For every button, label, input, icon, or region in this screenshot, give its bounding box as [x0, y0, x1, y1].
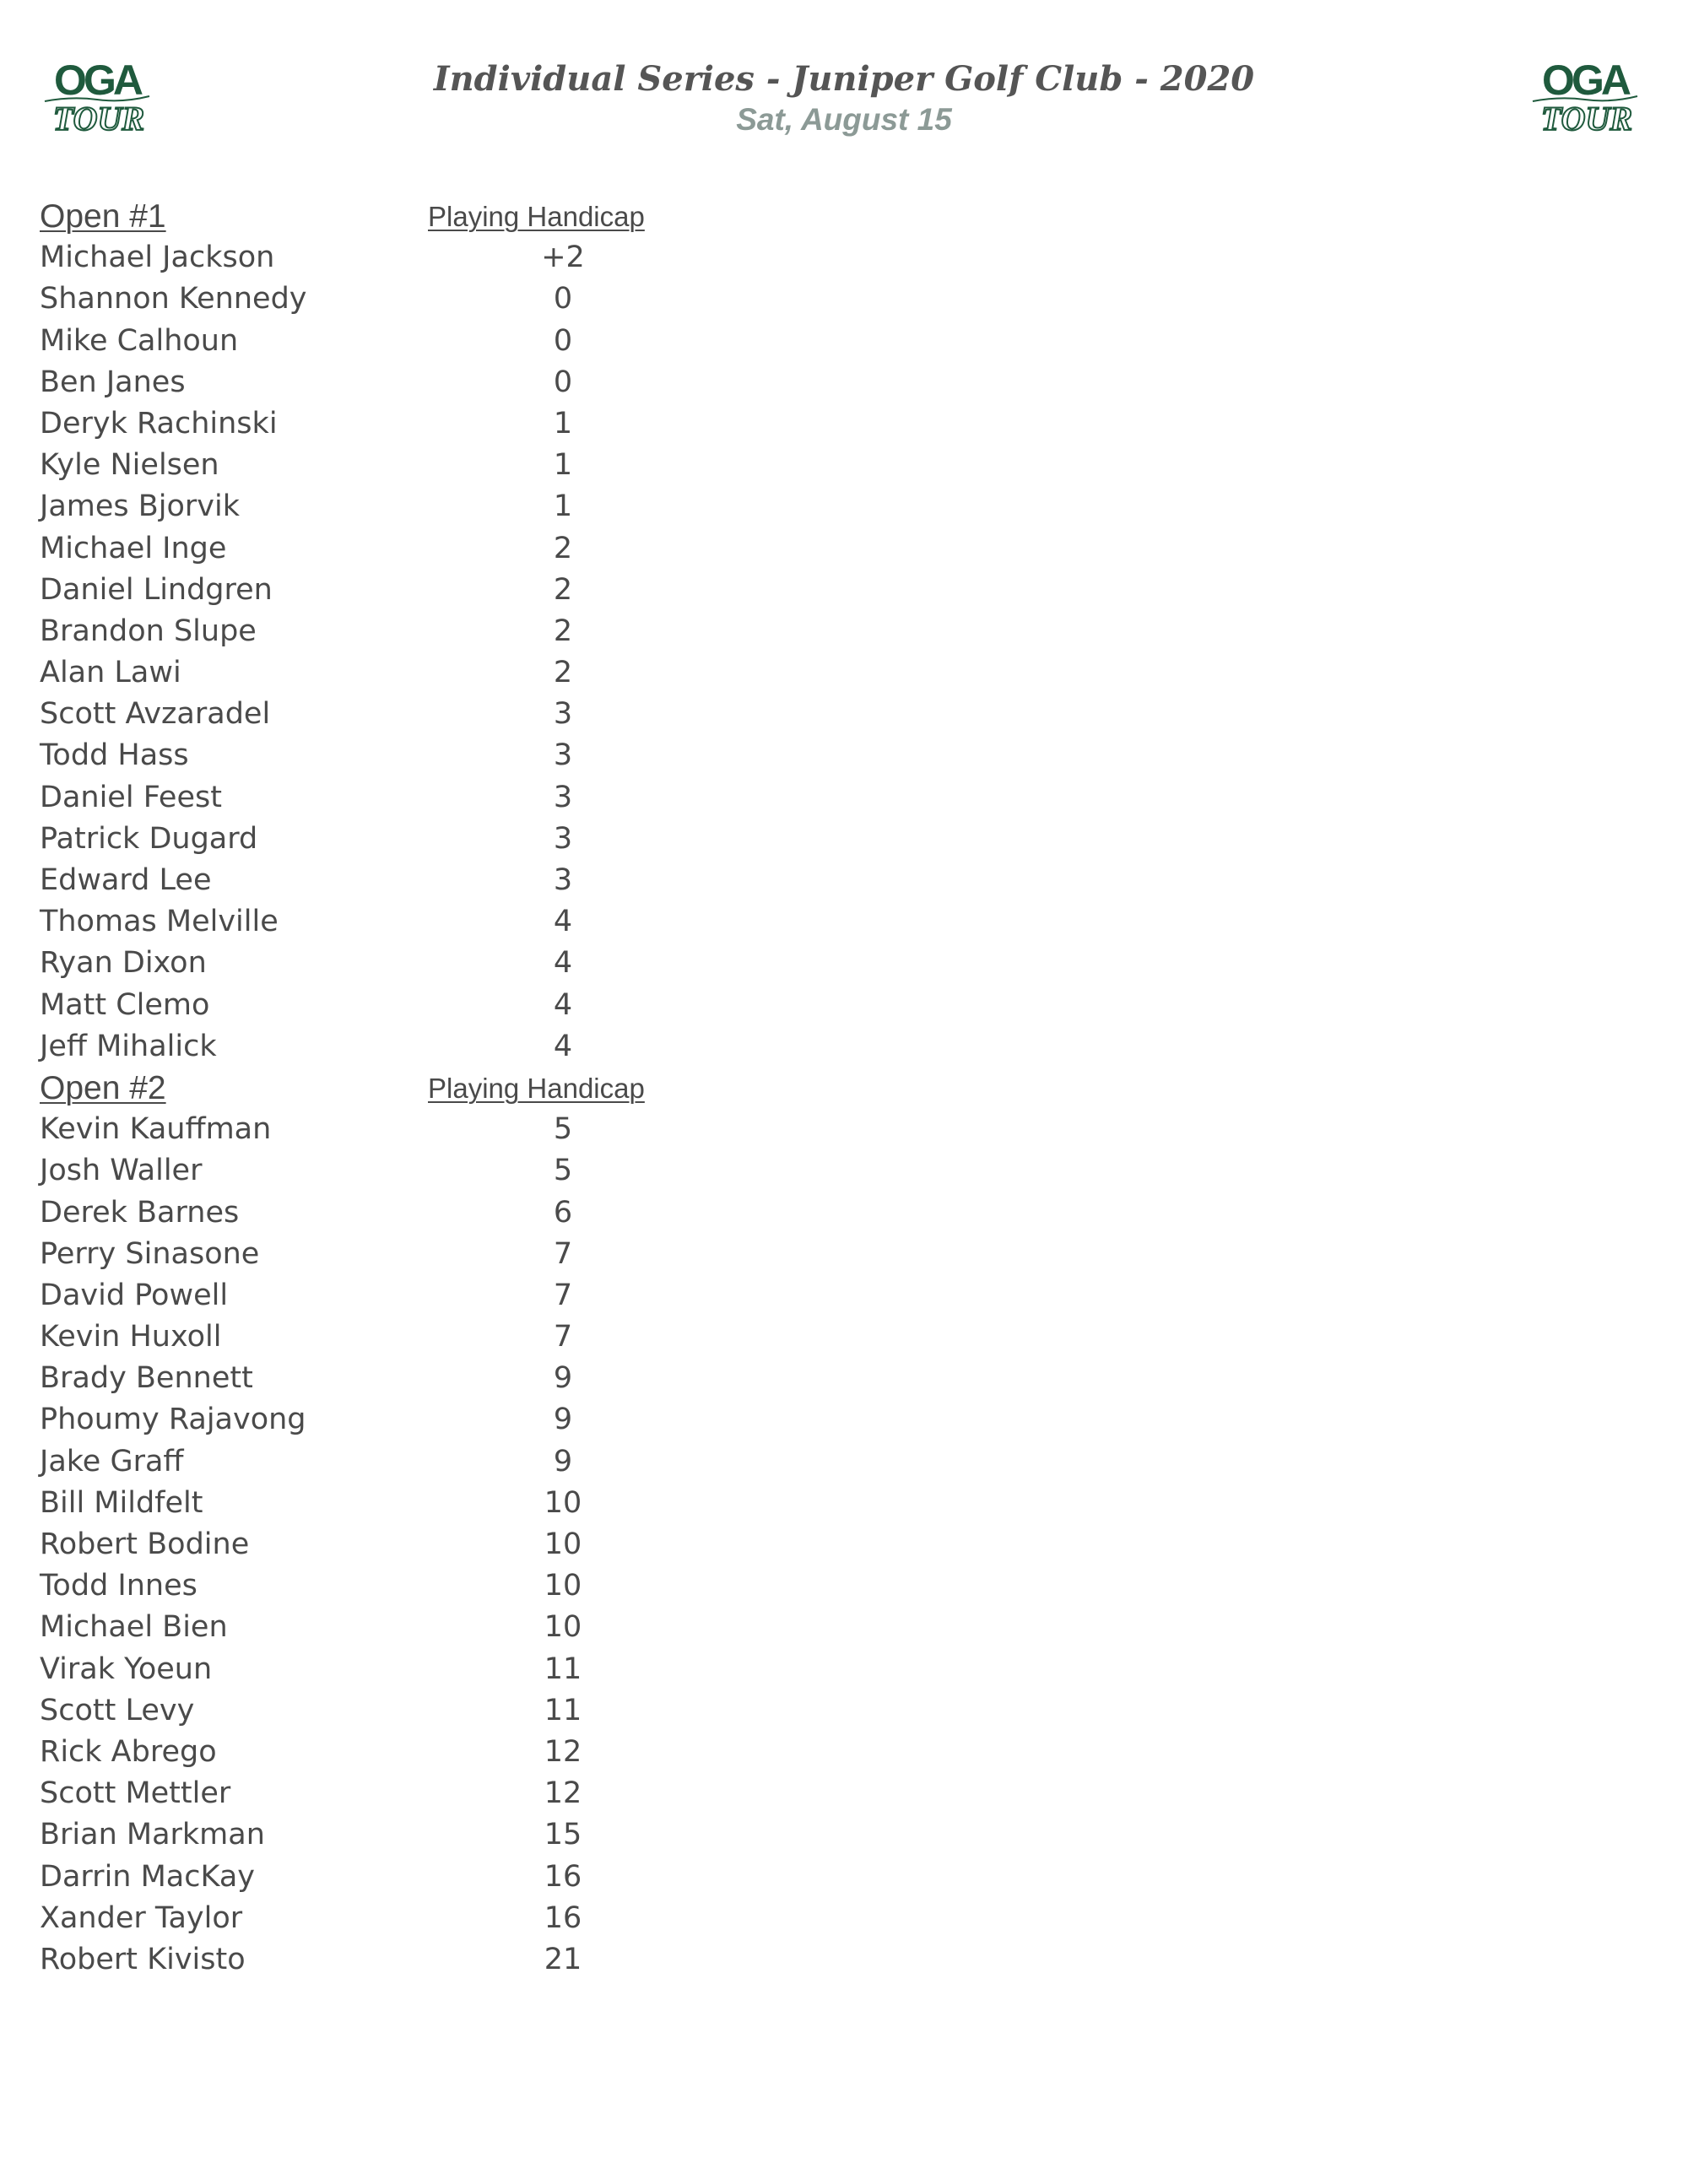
player-name: Daniel Lindgren [40, 572, 273, 607]
player-name: Kyle Nielsen [40, 448, 219, 483]
player-name: Edward Lee [40, 863, 212, 897]
player-handicap: 16 [544, 1900, 582, 1935]
section-title: Open #1 [40, 198, 166, 235]
player-row [40, 1109, 799, 1150]
player-handicap: 5 [553, 1112, 573, 1147]
player-handicap: 1 [553, 448, 573, 483]
player-handicap-list [40, 196, 799, 1981]
section-title: Open #2 [40, 1069, 166, 1106]
player-name: Ben Janes [40, 365, 186, 399]
player-name: Robert Bodine [40, 1527, 250, 1561]
player-handicap: 21 [544, 1942, 582, 1976]
player-row [40, 403, 799, 445]
player-handicap: 1 [553, 406, 573, 441]
player-name: Shannon Kennedy [40, 282, 307, 316]
player-row [40, 694, 799, 735]
oga-tour-logo [1526, 57, 1644, 135]
player-handicap: 0 [553, 365, 573, 399]
player-name: Xander Taylor [40, 1900, 243, 1935]
player-handicap: 4 [553, 987, 573, 1022]
player-name: Daniel Feest [40, 780, 222, 814]
player-handicap: 4 [553, 905, 573, 939]
player-handicap: 3 [553, 863, 573, 897]
player-handicap: 2 [553, 614, 573, 648]
player-handicap: 12 [544, 1734, 582, 1769]
player-row [40, 1857, 799, 1898]
player-row [40, 1649, 799, 1690]
player-row [40, 278, 799, 320]
player-handicap: 4 [553, 1029, 573, 1063]
player-name: Ryan Dixon [40, 946, 207, 981]
player-row [40, 1773, 799, 1814]
player-name: Kevin Kauffman [40, 1112, 272, 1147]
player-handicap: 7 [553, 1278, 573, 1312]
player-row [40, 1275, 799, 1316]
player-handicap: 7 [553, 1236, 573, 1271]
page-title: Individual Series - Juniper Golf Club - 2020 [433, 59, 1255, 99]
player-name: Scott Levy [40, 1693, 195, 1727]
player-handicap: 9 [553, 1361, 573, 1396]
player-handicap: 9 [553, 1403, 573, 1437]
player-row [40, 943, 799, 984]
player-row [40, 611, 799, 652]
svg-text:TOUR: TOUR [1540, 100, 1633, 135]
player-row [40, 985, 799, 1026]
svg-text:TOUR: TOUR [52, 100, 145, 135]
player-name: Michael Bien [40, 1610, 228, 1645]
player-handicap: 11 [544, 1652, 582, 1686]
player-name: Deryk Rachinski [40, 406, 278, 441]
player-name: Scott Mettler [40, 1776, 231, 1811]
player-row [40, 735, 799, 776]
player-row [40, 901, 799, 943]
player-row [40, 1399, 799, 1441]
player-handicap: 3 [553, 821, 573, 856]
player-handicap: 10 [544, 1569, 582, 1603]
player-handicap: +2 [541, 241, 585, 275]
player-row [40, 819, 799, 860]
player-name: Patrick Dugard [40, 821, 258, 856]
section-header-row [40, 196, 799, 237]
player-row [40, 652, 799, 694]
player-row [40, 1358, 799, 1399]
player-handicap: 5 [553, 1154, 573, 1188]
player-row [40, 321, 799, 362]
player-row [40, 486, 799, 527]
player-handicap: 2 [553, 656, 573, 690]
player-handicap: 3 [553, 780, 573, 814]
player-name: Todd Innes [40, 1569, 197, 1603]
svg-text:OGA: OGA [1542, 57, 1628, 104]
player-handicap: 0 [553, 282, 573, 316]
player-name: Robert Kivisto [40, 1942, 246, 1976]
player-name: Scott Avzaradel [40, 697, 271, 732]
player-name: Jake Graff [40, 1444, 184, 1479]
player-name: Josh Waller [40, 1154, 203, 1188]
playing-handicap-header: Playing Handicap [428, 201, 645, 232]
player-row [40, 1192, 799, 1234]
player-name: Todd Hass [40, 738, 189, 773]
player-name: Matt Clemo [40, 987, 210, 1022]
player-row [40, 1939, 799, 1981]
player-handicap: 1 [553, 489, 573, 524]
player-row [40, 860, 799, 901]
player-row [40, 1234, 799, 1275]
player-row [40, 1483, 799, 1524]
page-subtitle: Sat, August 15 [736, 102, 952, 137]
player-handicap: 7 [553, 1320, 573, 1354]
player-row [40, 1150, 799, 1192]
player-handicap: 3 [553, 697, 573, 732]
player-handicap: 9 [553, 1444, 573, 1479]
player-row [40, 1814, 799, 1856]
player-name: Virak Yoeun [40, 1652, 213, 1686]
player-handicap: 6 [553, 1195, 573, 1230]
player-name: Thomas Melville [40, 905, 279, 939]
player-row [40, 362, 799, 403]
player-name: Alan Lawi [40, 656, 181, 690]
player-name: Brady Bennett [40, 1361, 253, 1396]
player-row [40, 1026, 799, 1068]
player-handicap: 10 [544, 1610, 582, 1645]
player-name: Michael Jackson [40, 241, 275, 275]
player-handicap: 15 [544, 1818, 582, 1852]
player-name: James Bjorvik [40, 489, 241, 524]
player-row [40, 1898, 799, 1939]
section-header-row [40, 1068, 799, 1109]
svg-text:OGA: OGA [54, 57, 140, 104]
player-name: Derek Barnes [40, 1195, 240, 1230]
player-name: Michael Inge [40, 531, 227, 565]
player-name: Phoumy Rajavong [40, 1403, 306, 1437]
player-handicap: 0 [553, 323, 573, 358]
player-row [40, 237, 799, 278]
player-handicap: 16 [544, 1859, 582, 1894]
player-row [40, 777, 799, 819]
player-name: Darrin MacKay [40, 1859, 255, 1894]
player-handicap: 2 [553, 531, 573, 565]
player-name: Bill Mildfelt [40, 1485, 203, 1520]
player-handicap: 10 [544, 1485, 582, 1520]
player-name: David Powell [40, 1278, 229, 1312]
player-handicap: 4 [553, 946, 573, 981]
player-row [40, 1565, 799, 1607]
player-name: Perry Sinasone [40, 1236, 260, 1271]
player-handicap: 2 [553, 572, 573, 607]
player-row [40, 570, 799, 611]
player-row [40, 1607, 799, 1648]
player-row [40, 1732, 799, 1773]
player-name: Jeff Mihalick [40, 1029, 217, 1063]
player-name: Kevin Huxoll [40, 1320, 222, 1354]
player-handicap: 12 [544, 1776, 582, 1811]
player-row [40, 1524, 799, 1565]
player-name: Rick Abrego [40, 1734, 217, 1769]
player-handicap: 11 [544, 1693, 582, 1727]
player-handicap: 10 [544, 1527, 582, 1561]
player-name: Brandon Slupe [40, 614, 257, 648]
player-row [40, 445, 799, 486]
player-row [40, 1690, 799, 1732]
playing-handicap-header: Playing Handicap [428, 1072, 645, 1104]
player-row [40, 1441, 799, 1483]
player-handicap: 3 [553, 738, 573, 773]
player-row [40, 528, 799, 570]
player-row [40, 1316, 799, 1358]
player-name: Mike Calhoun [40, 323, 239, 358]
player-name: Brian Markman [40, 1818, 265, 1852]
